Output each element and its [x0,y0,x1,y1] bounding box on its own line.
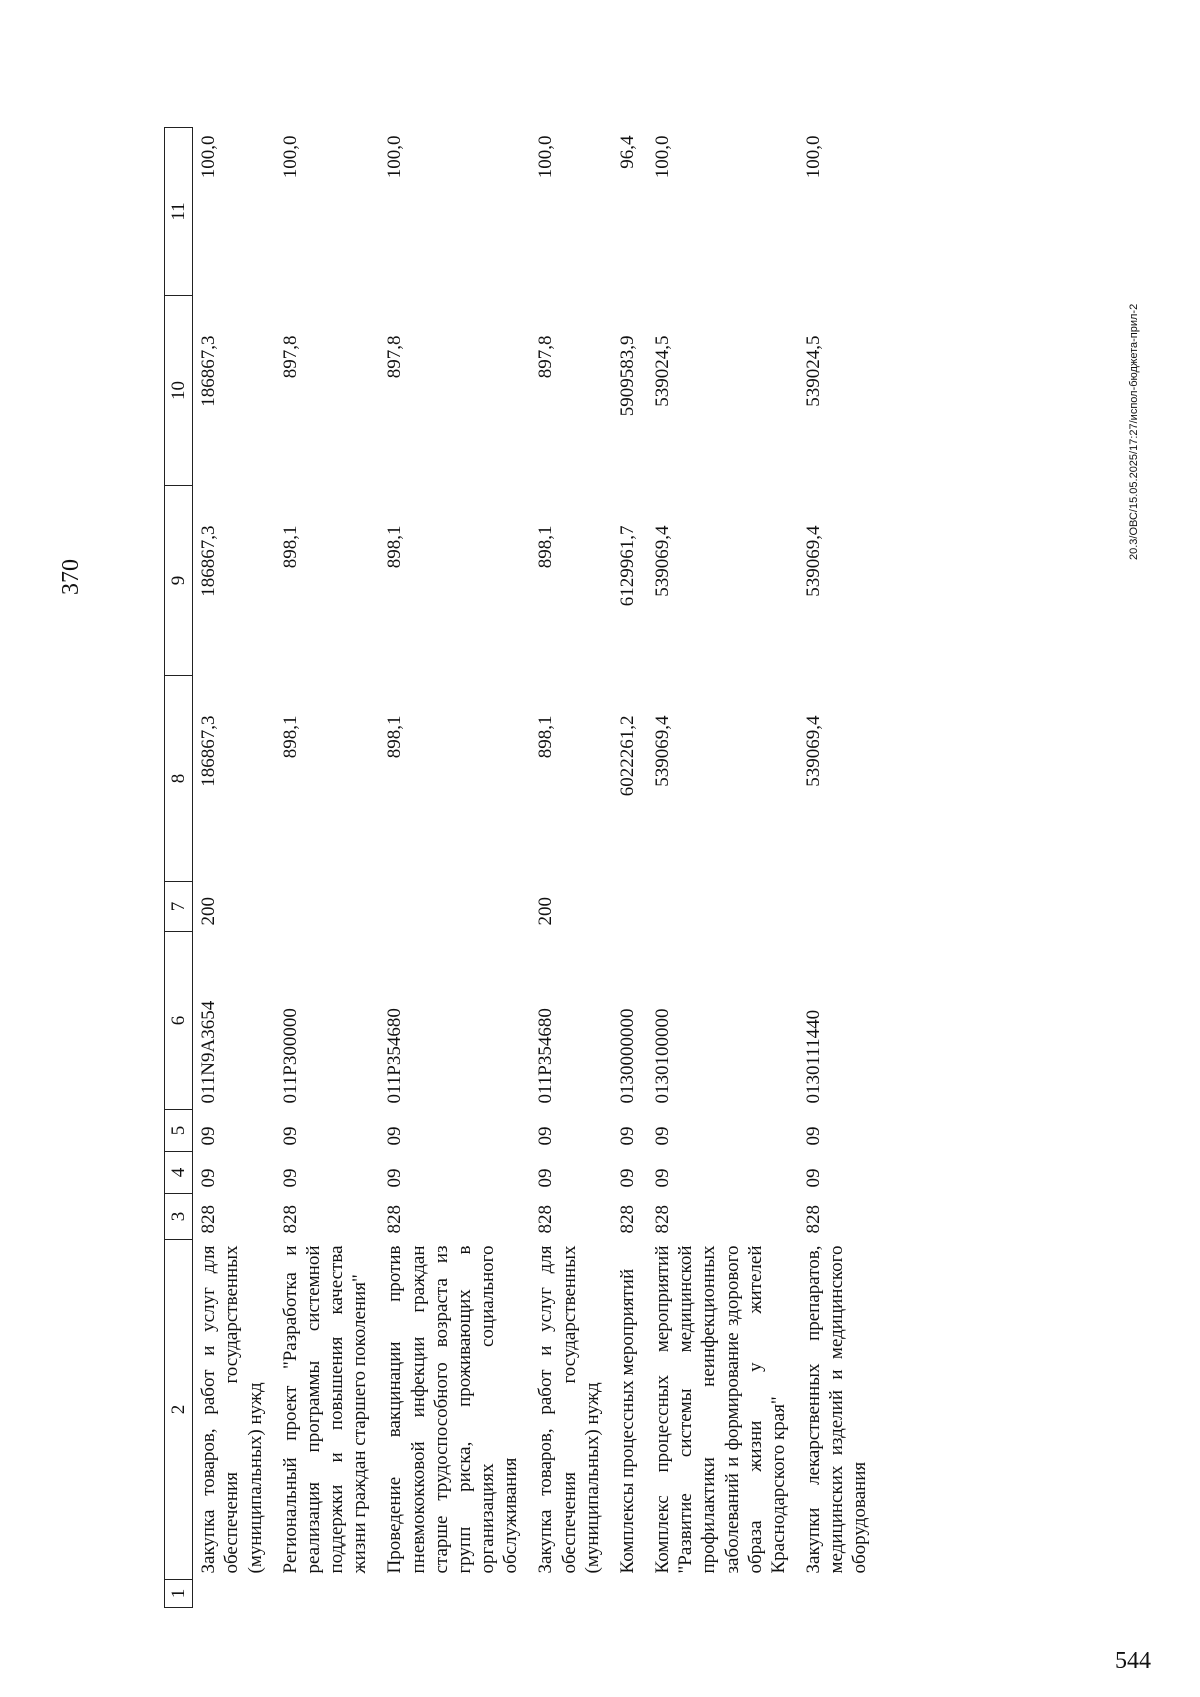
row-ministry-code-cell: 828 [279,1205,301,1234]
header-cell: 7 [165,882,193,932]
page-number-bottom: 544 [1115,1648,1151,1674]
table-row [798,128,880,1608]
header-cell: 6 [165,932,193,1110]
row-section-cell: 09 [384,1168,406,1188]
row-section-cell: 09 [616,1168,638,1188]
row-percent-cell: 100,0 [652,135,674,179]
row-subsection-cell: 09 [803,1126,825,1146]
row-ministry-code-cell: 828 [652,1205,674,1234]
row-subsection-cell: 09 [616,1126,638,1146]
row-amount-cell: 539069,4 [803,715,825,787]
row-number-cell [193,1580,275,1608]
row-name-cell: Закупки лекарственных препаратов, медицинских изделий и медицинского оборудования [803,1245,871,1574]
row-number-cell [275,1580,380,1608]
row-subsection-cell: 09 [384,1126,406,1146]
row-amount-cell: 6022261,2 [616,715,638,797]
row-target-article-cell: 0130000000 [616,1008,638,1104]
row-expense-type-cell [647,882,798,932]
row-ministry-code-cell: 828 [535,1205,557,1234]
row-amount-cell: 898,1 [535,715,557,759]
row-target-article-cell: 011N9A3654 [198,1000,220,1104]
row-number-cell [530,1580,612,1608]
table-header-row [165,128,193,1608]
row-target-article-cell: 011P300000 [279,1008,301,1104]
header-cell: 4 [165,1152,193,1194]
header-cell: 3 [165,1194,193,1240]
row-section-cell: 09 [198,1168,220,1188]
budget-execution-table [164,127,880,1608]
row-amount-cell: 539069,4 [652,715,674,787]
row-amount-cell: 186867,3 [198,525,220,597]
row-name-cell: Закупка товаров, работ и услуг для обеспечения государственных (муниципальных) нужд [198,1245,266,1574]
row-ministry-code-cell: 828 [616,1205,638,1234]
header-cell: 5 [165,1110,193,1152]
table-row [530,128,612,1608]
row-amount-cell: 539069,4 [652,525,674,597]
page-number-top: 370 [58,559,84,595]
row-percent-cell: 100,0 [803,135,825,179]
row-expense-type-cell [798,882,880,932]
row-amount-cell: 186867,3 [198,335,220,407]
row-percent-cell: 96,4 [616,135,638,169]
row-subsection-cell: 09 [535,1126,557,1146]
row-number-cell [612,1580,647,1608]
row-subsection-cell: 09 [198,1126,220,1146]
row-number-cell [647,1580,798,1608]
row-name-cell: Закупка товаров, работ и услуг для обеспечения государственных (муниципальных) нужд [535,1245,603,1574]
row-amount-cell: 898,1 [384,715,406,759]
header-cell: 1 [165,1580,193,1608]
row-amount-cell: 539069,4 [803,525,825,597]
header-cell: 9 [165,486,193,676]
row-ministry-code-cell: 828 [803,1205,825,1234]
row-name-cell: Комплексы процессных мероприятий [616,1268,638,1574]
row-expense-type-cell [379,882,530,932]
row-target-article-cell: 011P354680 [384,1008,406,1104]
header-cell: 11 [165,128,193,296]
row-amount-cell: 539024,5 [652,335,674,407]
table-row [275,128,380,1608]
table-row [193,128,275,1608]
row-target-article-cell: 011P354680 [535,1008,557,1104]
table-row [379,128,530,1608]
row-percent-cell: 100,0 [384,135,406,179]
table-row [612,128,647,1608]
row-ministry-code-cell: 828 [384,1205,406,1234]
row-section-cell: 09 [803,1168,825,1188]
row-amount-cell: 897,8 [279,335,301,379]
row-number-cell [798,1580,880,1608]
row-section-cell: 09 [535,1168,557,1188]
row-percent-cell: 100,0 [279,135,301,179]
row-amount-cell: 897,8 [384,335,406,379]
row-amount-cell: 898,1 [279,715,301,759]
row-name-cell: Проведение вакцинации против пневмококковой инфекции граждан старше трудоспособного возраста из групп риска, проживающих в организациях социального обслуживания [384,1245,522,1574]
row-amount-cell: 898,1 [279,525,301,569]
row-expense-type-cell: 200 [535,897,557,926]
row-section-cell: 09 [279,1168,301,1188]
row-expense-type-cell [275,882,380,932]
row-target-article-cell: 0130100000 [652,1008,674,1104]
document-footer-code: 20.3/ОВС/15.05.2025/17:27/испол-бюджета-прил-2 [1128,303,1140,560]
header-cell: 8 [165,676,193,882]
row-name-cell: Комплекс процессных мероприятий "Развитие системы медицинской профилактики неинфекционных заболеваний и формирование здорового образа жизни у жителей Краснодарского края" [652,1245,789,1574]
row-percent-cell: 100,0 [198,135,220,179]
row-amount-cell: 898,1 [535,525,557,569]
row-section-cell: 09 [652,1168,674,1188]
row-amount-cell: 897,8 [535,335,557,379]
table-row [647,128,798,1608]
row-expense-type-cell: 200 [198,897,220,926]
row-number-cell [379,1580,530,1608]
row-subsection-cell: 09 [279,1126,301,1146]
row-ministry-code-cell: 828 [198,1205,220,1234]
row-percent-cell: 100,0 [535,135,557,179]
row-amount-cell: 539024,5 [803,335,825,407]
row-amount-cell: 186867,3 [198,715,220,787]
header-cell: 10 [165,296,193,486]
row-subsection-cell: 09 [652,1126,674,1146]
row-amount-cell: 5909583,9 [616,335,638,417]
row-amount-cell: 6129961,7 [616,525,638,607]
row-expense-type-cell [612,882,647,932]
row-amount-cell: 898,1 [384,525,406,569]
header-cell: 2 [165,1240,193,1580]
row-target-article-cell: 0130111440 [803,1009,825,1104]
row-name-cell: Региональный проект "Разработка и реализация программы системной поддержки и повышения качества жизни граждан старшего поколения" [279,1245,371,1574]
